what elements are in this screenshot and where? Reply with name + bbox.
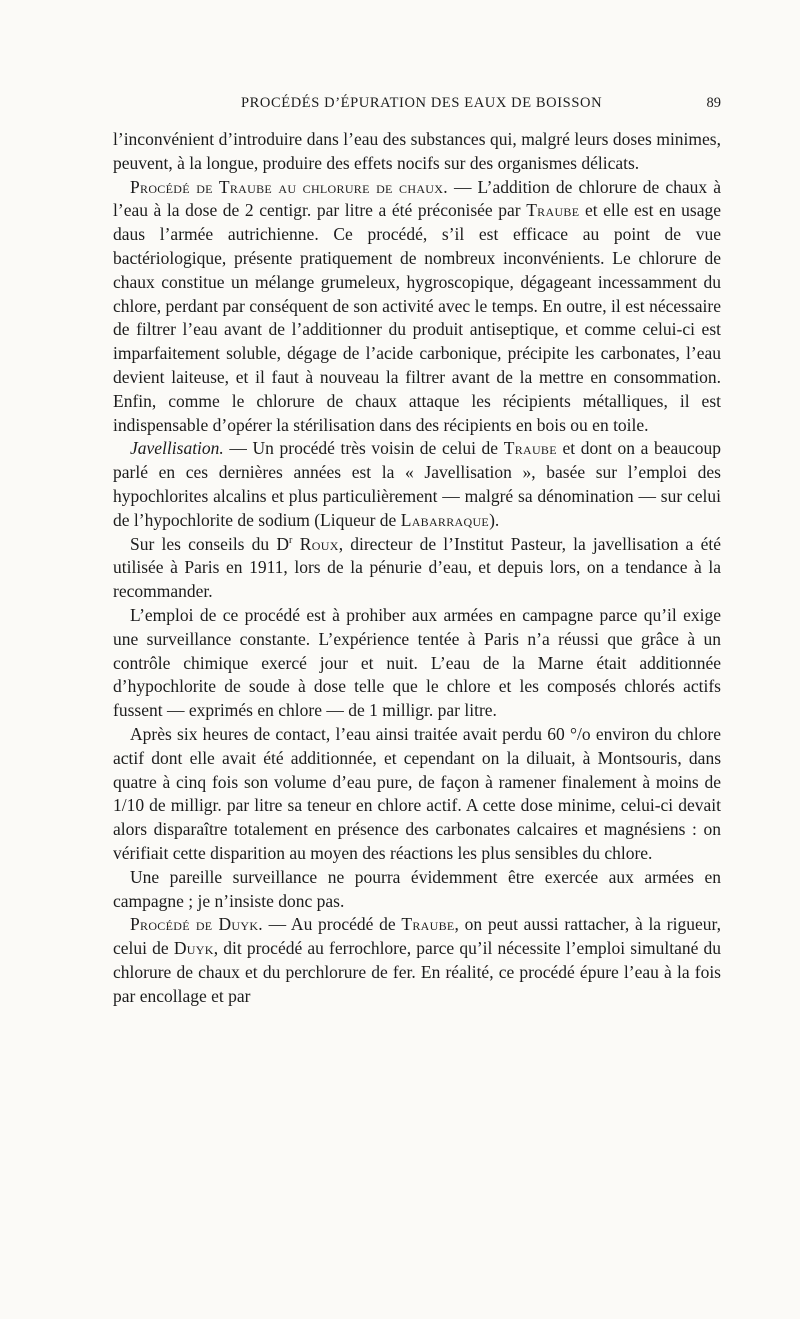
running-title: PROCÉDÉS D’ÉPURATION DES EAUX DE BOISSON xyxy=(241,95,603,111)
author-name: Traube xyxy=(401,914,455,935)
paragraph-roux: Sur les conseils du $D^r$ Roux, directeur de l’Institut Pasteur, la javellisation a été utilisée à Paris en 1911, lors de la pénurie d’eau, et depuis lors, on a tendance à la recommander. xyxy=(113,533,721,602)
author-name: Roux xyxy=(292,533,339,554)
paragraph-traube: Procédé de Traube au chlorure de chaux. — L’addition de chlorure de chaux à l’eau à la dose de 2 centigr. par litre a été préconisée par Traube et elle est en usage daus l’armée autrichienne. Ce procédé, s’il est efficace au point de vue bactériologique, présente pratiquement de nombreux inconvénients. Le chlorure de chaux constitue un mélange grumeleux, hygroscopique, dégageant incessamment du chlore, perdant par conséquent de son activité avec le temps. En outre, il est nécessaire de filtrer l’eau avant de l’additionner du produit antiseptique, et comme celui-ci est imparfaitement soluble, dégage de l’acide carbonique, précipite les carbonates, l’eau devient laiteuse, et il faut à nouveau la filtrer avant de la mettre en consommation. Enfin, comme le chlorure de chaux attaque les récipients métalliques, il est indispensable d’opérer la stérilisation dans des récipients en bois ou en toile. xyxy=(113,176,722,435)
author-name: Traube xyxy=(503,438,557,459)
author-name: Labarraque xyxy=(400,509,490,530)
section-heading-traube: Procédé de Traube au chlorure de chaux. xyxy=(130,176,448,197)
paragraph-apres: Après six heures de contact, l’eau ainsi traitée avait perdu 60 °/o environ du chlore actif dont elle avait été additionnée, et cependant on la diluait, à Montsouris, dans quatre à cinq fois son volume d’eau pure, de façon à ramener finalement à moins de 1/10 de milligr. par litre sa teneur en chlore actif. A cette dose minime, celui-ci devait alors disparaître totalement en présence des carbonates calcaires et magnésiens : on vérifiait cette disparition au moyen des réactions les plus sensibles du chlore. xyxy=(113,723,721,863)
paragraph-javellisation: Javellisation. — Un procédé très voisin de celui de Traube et dont on a beaucoup parlé en ces dernières années est la « Javellisation », basée sur l’emploi des hypochlorites alcalins et plus particulièrement — malgré sa dénomination — sur celui de l’hypochlorite de sodium (Liqueur de Labarraque). xyxy=(113,438,721,530)
body-text xyxy=(113,128,721,1008)
page-header xyxy=(113,95,721,117)
paragraph-surveillance: Une pareille surveillance ne pourra évidemment être exercée aux armées en campagne ; je n’insiste donc pas. xyxy=(113,866,721,911)
page-number: 89 xyxy=(706,95,721,111)
author-name: Duyk xyxy=(173,938,214,959)
paragraph-emploi: L’emploi de ce procédé est à prohiber aux armées en campagne parce qu’il exige une surveillance constante. L’expérience tentée à Paris n’a réussi que grâce à un contrôle chimique exercé jour et nuit. L’eau de la Marne était additionnée d’hypochlorite de soude à dose telle que le chlore et les composés chlorés actifs fussent — exprimés en chlore — de 1 milligr. par litre. xyxy=(113,604,721,721)
paragraph-continuation: l’inconvénient d’introduire dans l’eau des substances qui, malgré leurs doses minimes, peuvent, à la longue, produire des effets nocifs sur des organismes délicats. xyxy=(113,129,721,173)
paragraph-duyk: Procédé de Duyk. — Au procédé de Traube, on peut aussi rattacher, à la rigueur, celui de Duyk, dit procédé au ferrochlore, parce qu’il nécessite l’emploi simultané du chlorure de chaux et du perchlorure de fer. En réalité, ce procédé épure l’eau à la fois par encollage et par xyxy=(113,914,722,1006)
author-name: Traube xyxy=(526,200,580,221)
section-heading-duyk: Procédé de Duyk. xyxy=(130,914,263,935)
section-heading-javellisation: Javellisation. xyxy=(130,438,224,459)
